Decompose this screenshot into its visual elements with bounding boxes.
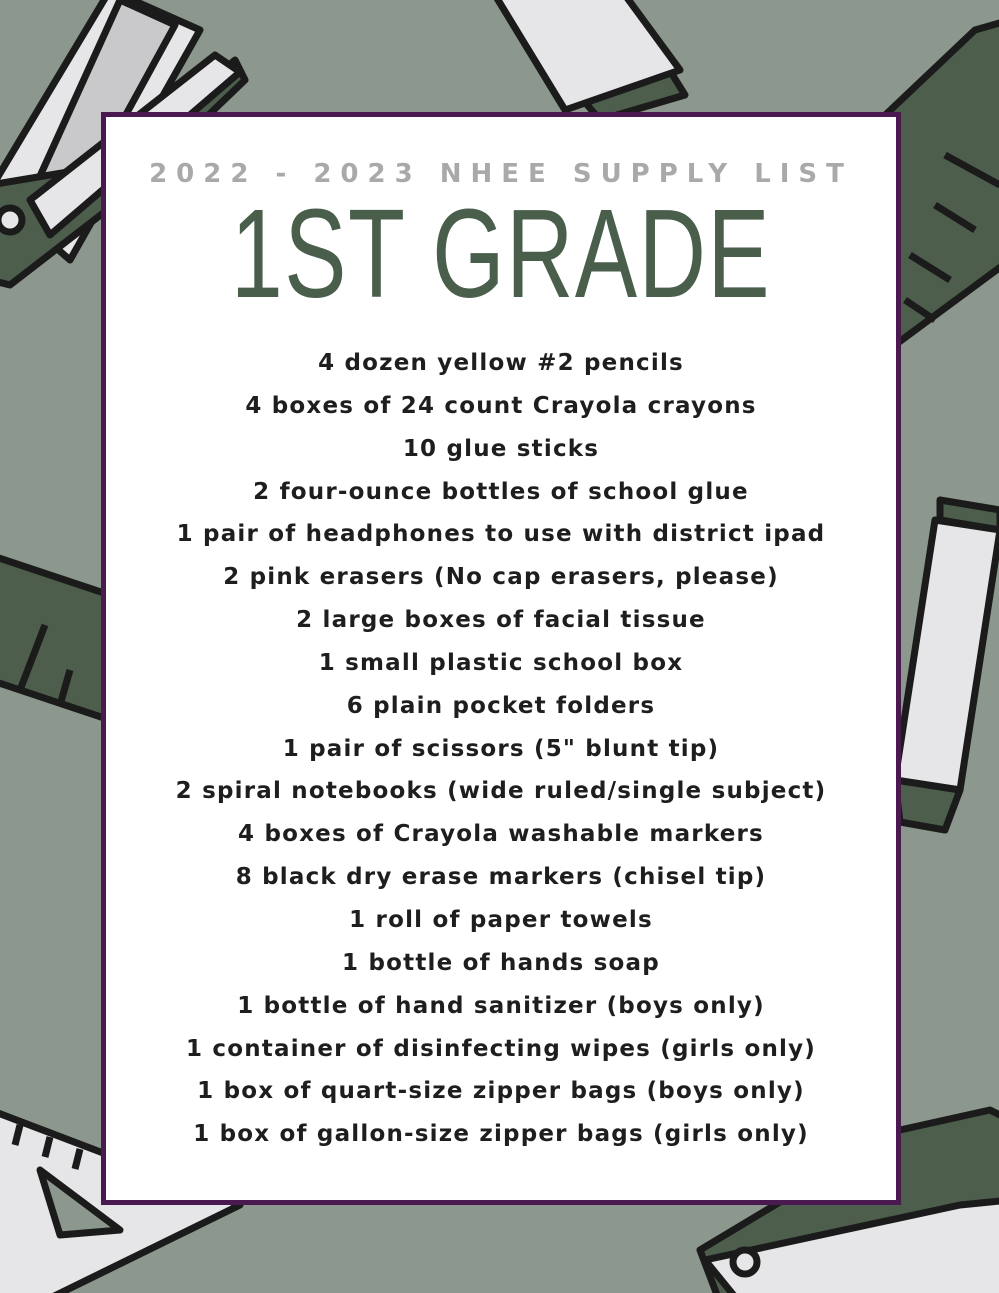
marker-icon [895,500,999,830]
list-item: 1 small plastic school box [318,649,684,676]
list-item: 1 roll of paper towels [349,906,653,933]
supply-list-card [101,112,901,1205]
list-subtitle: 2022 - 2023 NHEE SUPPLY LIST [149,159,853,189]
list-item: 4 boxes of 24 count Crayola crayons [245,392,757,419]
list-item: 4 boxes of Crayola washable markers [238,821,764,848]
list-item: 10 glue sticks [402,435,600,462]
list-item: 1 box of gallon-size zipper bags (girls only) [193,1121,809,1148]
list-item: 4 dozen yellow #2 pencils [318,350,684,376]
list-item: 1 pair of headphones to use with district ipad [176,521,826,548]
page-title: 1ST GRADE [230,183,772,324]
list-item: 2 large boxes of facial tissue [296,607,706,634]
list-item: 8 black dry erase markers (chisel tip) [235,864,767,891]
list-item: 1 container of disinfecting wipes (girls only) [185,1035,817,1062]
list-item: 2 four-ounce bottles of school glue [253,478,749,505]
ruler-icon [0,555,110,720]
list-item: 2 pink erasers (No cap erasers, please) [223,564,779,591]
list-item: 1 pair of scissors (5" blunt tip) [282,735,720,762]
eraser-icon [490,0,685,120]
list-item: 1 box of quart-size zipper bags (boys only) [197,1078,805,1105]
supply-list [106,342,896,1156]
list-item: 6 plain pocket folders [346,692,656,719]
list-item: 1 bottle of hands soap [342,949,660,976]
list-item: 2 spiral notebooks (wide ruled/single subject) [175,778,827,805]
list-item: 1 bottle of hand sanitizer (boys only) [237,992,765,1019]
